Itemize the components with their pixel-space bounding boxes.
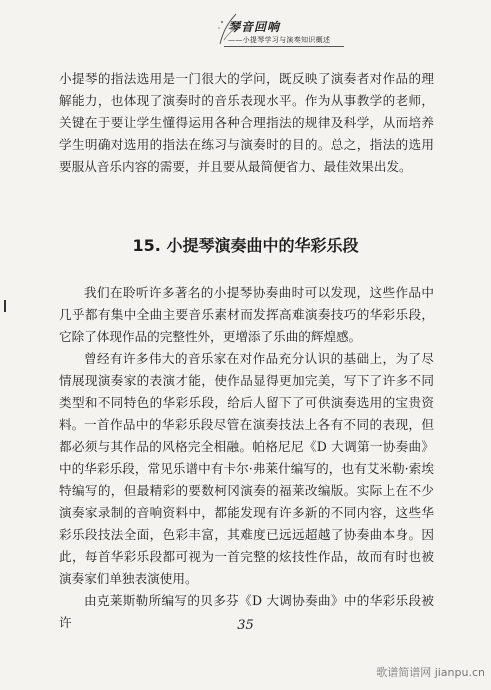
paragraph-4: 由克莱斯勒所编写的贝多芬《D 大调协奏曲》中的华彩乐段被许: [59, 593, 434, 630]
section-heading: 15. 小提琴演奏曲中的华彩乐段: [132, 236, 359, 255]
header-title: 琴音回响: [228, 20, 281, 34]
watermark: 歌谱简谱网 jianpu.cn: [376, 666, 485, 679]
paragraph-1: 我们在聆听许多著名的小提琴协奏曲时可以发现，这些作品中几乎都有集中全曲主要音乐素材而发挥高难演奏技巧的华彩乐段，它除了体现作品的完整性外，更增添了乐曲的辉煌感。: [59, 285, 434, 344]
header-rule: [224, 46, 344, 47]
page-number: 35: [237, 618, 254, 633]
running-header: [214, 10, 364, 60]
paragraph-intro: 小提琴的指法选用是一门很大的学问，既反映了演奏者对作品的理解能力，也体现了演奏时的音乐表现水平。作为从事教学的老师，关键在于要让学生懂得运用各种合理指法的规律及科学，从而培养学生明确对选用的指法在练习与演奏时的目的。总之，指法的选用要服从音乐内容的需要，并且要从最简便省力、最佳效果出发。: [59, 71, 434, 174]
paragraph-2: 曾经有许多伟大的音乐家在对作品充分认识的基础上，为了尽情展现演奏家的表演才能，使作品显得更加完美，写下了许多不同类型和不同特色的华彩乐段，给后人留下了可供演奏选用的宝贵资料。: [59, 351, 434, 432]
paragraph-3: 一首作品中的华彩乐段尽管在演奏技法上各有不同的表现，但都必须与其作品的风格完全相融。帕格尼尼《D 大调第一协奏曲》中的华彩乐段，常见乐谱中有卡尔·弗莱什编写的，也有艾米勒·索埃特编写的，但最精彩的要数柯冈演奏的福莱改编版。实际上在不少演奏家录制的音响资料中，都能发现有许多新的不同内容，这些华彩乐段技法全面，色彩丰富，其难度已远远超越了协奏曲本身。因此，每首华彩乐段都可视为一首完整的炫技性作品，故而有时也被演奏家们单独表演使用。: [59, 417, 434, 586]
margin-mark: [4, 300, 6, 312]
header-subtitle: ——小提琴学习与演奏知识概述: [228, 36, 331, 44]
